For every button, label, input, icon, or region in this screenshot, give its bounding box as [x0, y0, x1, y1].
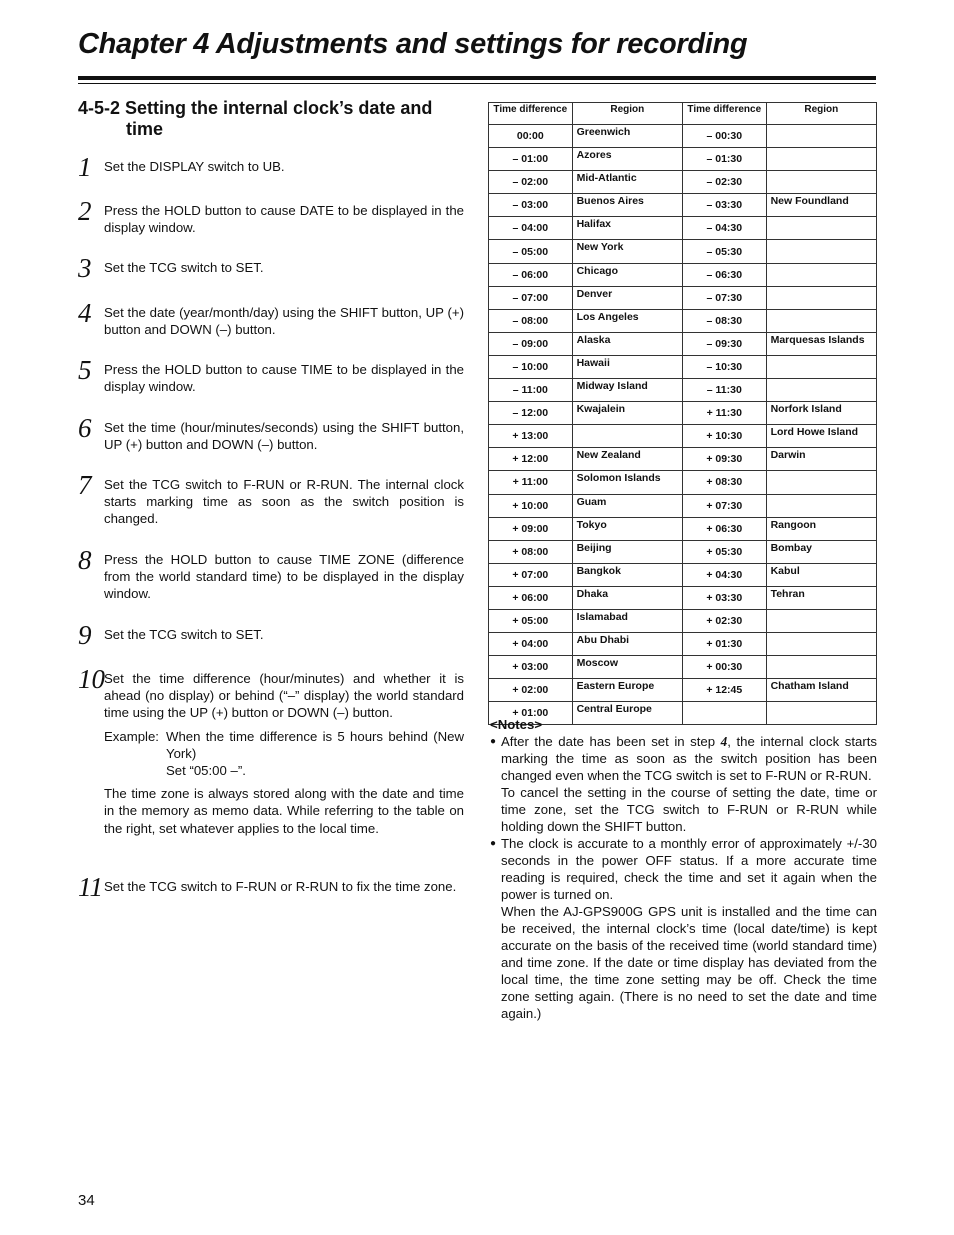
time-difference-cell: – 04:30	[682, 217, 766, 240]
step-number: 6	[78, 413, 92, 443]
time-difference-cell: – 03:30	[682, 194, 766, 217]
step-text: Press the HOLD button to cause DATE to be displayed in the display window.	[104, 203, 464, 236]
time-difference-cell: – 02:30	[682, 171, 766, 194]
region-cell: Central Europe	[572, 702, 682, 725]
step-number: 1	[78, 152, 92, 182]
table-row	[489, 217, 877, 240]
region-cell: Los Angeles	[572, 309, 682, 332]
table-row	[489, 355, 877, 378]
time-difference-cell: – 10:00	[489, 355, 573, 378]
region-cell: Alaska	[572, 332, 682, 355]
time-difference-cell: – 08:00	[489, 309, 573, 332]
time-difference-cell: + 12:00	[489, 448, 573, 471]
notes-header: <Notes>	[490, 717, 543, 732]
step-10-extra: The time zone is always stored along with the date and time in the memory as memo data. While referring to the table on the right, set whatever applies to the local time.	[104, 786, 464, 836]
note-1	[490, 733, 877, 835]
bullet-icon: ●	[490, 838, 497, 849]
time-difference-cell: + 03:00	[489, 656, 573, 679]
region-cell: Solomon Islands	[572, 471, 682, 494]
region-cell: Tokyo	[572, 517, 682, 540]
time-difference-cell: – 02:00	[489, 171, 573, 194]
step-text: Set the TCG switch to SET.	[104, 627, 264, 642]
region-cell: Chatham Island	[766, 679, 876, 702]
region-cell: New York	[572, 240, 682, 263]
time-difference-cell: – 08:30	[682, 309, 766, 332]
table-row	[489, 309, 877, 332]
table-row	[489, 517, 877, 540]
region-cell: Buenos Aires	[572, 194, 682, 217]
region-cell	[766, 656, 876, 679]
region-cell	[766, 217, 876, 240]
time-difference-cell: + 03:30	[682, 586, 766, 609]
time-difference-cell: – 10:30	[682, 355, 766, 378]
table-row	[489, 448, 877, 471]
table-row	[489, 609, 877, 632]
time-difference-cell: + 04:00	[489, 633, 573, 656]
table-body	[489, 125, 877, 725]
time-difference-cell: – 05:30	[682, 240, 766, 263]
table-row	[489, 263, 877, 286]
step-text: Set the TCG switch to F-RUN or R-RUN. The internal clock starts marking time as soon as the switch position is changed.	[104, 477, 464, 527]
example-block	[104, 728, 464, 780]
table-row	[489, 633, 877, 656]
note-1-step-ref: 4	[720, 734, 728, 749]
region-cell: Eastern Europe	[572, 679, 682, 702]
time-difference-cell: – 05:00	[489, 240, 573, 263]
example-line1: When the time difference is 5 hours behind (New York)	[166, 728, 464, 761]
table-header-row	[489, 103, 877, 125]
time-difference-cell: – 06:30	[682, 263, 766, 286]
region-cell: Denver	[572, 286, 682, 309]
region-cell	[766, 240, 876, 263]
step-number: 9	[78, 620, 92, 650]
time-difference-cell: – 03:00	[489, 194, 573, 217]
header-rule-thick	[78, 76, 876, 80]
time-difference-cell: + 12:45	[682, 679, 766, 702]
table-row	[489, 563, 877, 586]
time-difference-cell: + 01:30	[682, 633, 766, 656]
step-text: Set the time (hour/minutes/seconds) using the SHIFT button, UP (+) button and DOWN (–) button.	[104, 420, 464, 453]
time-difference-cell: – 01:30	[682, 148, 766, 171]
time-difference-cell: + 10:30	[682, 425, 766, 448]
note-2	[490, 835, 877, 1022]
time-difference-cell: – 06:00	[489, 263, 573, 286]
step-number: 11	[78, 872, 103, 902]
time-difference-cell: – 09:30	[682, 332, 766, 355]
table-row	[489, 171, 877, 194]
table-row	[489, 379, 877, 402]
note-2-para2: When the AJ-GPS900G GPS unit is installed and the time can be received, the internal clock’s time (local date/time) is kept accurate on the basis of the received time (world standard time) and time zone. If the date or time display has deviated from the local time, the time zone setting may be off. Check the time zone setting again. (There is no need to set the date and time again.)	[501, 904, 877, 1021]
notes-section	[490, 716, 877, 1022]
step-number: 4	[78, 298, 92, 328]
page-number: 34	[78, 1192, 95, 1209]
region-cell: Midway Island	[572, 379, 682, 402]
table-row	[489, 471, 877, 494]
time-difference-cell: – 07:30	[682, 286, 766, 309]
step-text: Set the date (year/month/day) using the SHIFT button, UP (+) button and DOWN (–) button.	[104, 305, 464, 338]
region-cell: Chicago	[572, 263, 682, 286]
region-cell: Beijing	[572, 540, 682, 563]
step-number: 5	[78, 355, 92, 385]
time-difference-cell: + 08:30	[682, 471, 766, 494]
region-cell	[766, 125, 876, 148]
region-cell: Hawaii	[572, 355, 682, 378]
region-cell: Tehran	[766, 586, 876, 609]
region-cell: Halifax	[572, 217, 682, 240]
time-difference-cell: + 07:30	[682, 494, 766, 517]
region-cell	[572, 425, 682, 448]
time-difference-cell: + 07:00	[489, 563, 573, 586]
time-difference-cell: + 11:30	[682, 402, 766, 425]
table-row	[489, 402, 877, 425]
example-label: Example:	[104, 728, 159, 744]
table-row	[489, 286, 877, 309]
step-text: Set the TCG switch to F-RUN or R-RUN to fix the time zone.	[104, 879, 457, 894]
region-cell: Abu Dhabi	[572, 633, 682, 656]
time-difference-cell: + 00:30	[682, 656, 766, 679]
time-difference-cell: + 06:30	[682, 517, 766, 540]
region-cell: Kabul	[766, 563, 876, 586]
time-difference-cell: + 09:30	[682, 448, 766, 471]
region-cell	[766, 355, 876, 378]
region-cell: Mid-Atlantic	[572, 171, 682, 194]
step-text: Set the DISPLAY switch to UB.	[104, 159, 285, 174]
time-difference-cell: 00:00	[489, 125, 573, 148]
time-difference-cell: + 05:00	[489, 609, 573, 632]
step-number: 3	[78, 253, 92, 283]
header-region: Region	[766, 103, 876, 125]
region-cell: Moscow	[572, 656, 682, 679]
region-cell: Darwin	[766, 448, 876, 471]
section-heading	[78, 98, 463, 140]
section-heading-line1: 4-5-2 Setting the internal clock’s date and	[78, 98, 433, 118]
region-cell: New Zealand	[572, 448, 682, 471]
step-10-instruction: Set the time difference (hour/minutes) and whether it is ahead (no display) or behind (“–” display) the world standard time using the UP (+) button or DOWN (–) button.	[104, 671, 464, 721]
table-row	[489, 240, 877, 263]
time-difference-cell: – 07:00	[489, 286, 573, 309]
table-row	[489, 656, 877, 679]
time-difference-cell: + 05:30	[682, 540, 766, 563]
region-cell	[766, 633, 876, 656]
region-cell: Guam	[572, 494, 682, 517]
time-difference-cell: + 04:30	[682, 563, 766, 586]
time-difference-cell: + 06:00	[489, 586, 573, 609]
region-cell: Kwajalein	[572, 402, 682, 425]
section-heading-line2: time	[126, 119, 164, 139]
time-difference-cell: + 09:00	[489, 517, 573, 540]
region-cell	[766, 494, 876, 517]
region-cell: Bangkok	[572, 563, 682, 586]
step-number: 10	[78, 664, 105, 694]
region-cell	[766, 171, 876, 194]
step-text	[104, 670, 464, 843]
time-difference-cell: + 13:00	[489, 425, 573, 448]
note-1-text-after: , the internal clock starts marking the time as soon as the switch position has been changed even when the TCG switch is set to F-RUN or R-RUN.	[501, 734, 877, 783]
region-cell: Bombay	[766, 540, 876, 563]
bullet-icon: ●	[490, 736, 497, 747]
region-cell	[766, 471, 876, 494]
time-difference-cell: – 11:30	[682, 379, 766, 402]
table-row	[489, 332, 877, 355]
table-row	[489, 494, 877, 517]
step-text: Press the HOLD button to cause TIME to be displayed in the display window.	[104, 362, 464, 395]
header-time-difference: Time difference	[489, 103, 573, 125]
time-difference-cell: – 01:00	[489, 148, 573, 171]
note-1-para2: To cancel the setting in the course of setting the date, time or time zone, set the TCG switch to F-RUN or R-RUN while holding down the SHIFT button.	[501, 785, 877, 834]
example-body	[166, 728, 464, 780]
region-cell: Rangoon	[766, 517, 876, 540]
region-cell	[766, 263, 876, 286]
table-row	[489, 148, 877, 171]
table-row	[489, 679, 877, 702]
region-cell: Azores	[572, 148, 682, 171]
note-2-para1: The clock is accurate to a monthly error of approximately +/-30 seconds in the power OFF status. If a more accurate time reading is required, check the time and set it again when the power is turned on.	[501, 836, 877, 902]
region-cell	[766, 148, 876, 171]
time-difference-cell: – 11:00	[489, 379, 573, 402]
region-cell: Lord Howe Island	[766, 425, 876, 448]
step-number: 2	[78, 196, 92, 226]
time-difference-cell: – 09:00	[489, 332, 573, 355]
time-difference-cell: – 12:00	[489, 402, 573, 425]
time-zone-table	[488, 102, 877, 725]
time-difference-cell: + 08:00	[489, 540, 573, 563]
time-difference-cell: + 01:00	[489, 702, 573, 725]
header-time-difference: Time difference	[682, 103, 766, 125]
table-row	[489, 425, 877, 448]
region-cell: Marquesas Islands	[766, 332, 876, 355]
time-difference-cell: + 02:00	[489, 679, 573, 702]
note-1-para1	[501, 733, 877, 784]
example-line2: Set “05:00 –”.	[166, 763, 246, 779]
header-region: Region	[572, 103, 682, 125]
time-difference-cell: – 00:30	[682, 125, 766, 148]
region-cell	[766, 379, 876, 402]
region-cell: Greenwich	[572, 125, 682, 148]
time-difference-cell: + 02:30	[682, 609, 766, 632]
time-difference-cell: + 10:00	[489, 494, 573, 517]
chapter-title: Chapter 4 Adjustments and settings for recording	[78, 28, 748, 60]
region-cell: New Foundland	[766, 194, 876, 217]
region-cell: Norfork Island	[766, 402, 876, 425]
note-1-text-before: After the date has been set in step	[501, 734, 721, 749]
region-cell	[766, 309, 876, 332]
region-cell	[766, 609, 876, 632]
region-cell	[766, 286, 876, 309]
time-difference-cell: + 11:00	[489, 471, 573, 494]
step-text: Press the HOLD button to cause TIME ZONE (difference from the world standard time) to be displayed in the display window.	[104, 552, 464, 602]
table-row	[489, 540, 877, 563]
region-cell: Dhaka	[572, 586, 682, 609]
table-row	[489, 194, 877, 217]
table-row	[489, 125, 877, 148]
time-difference-cell: – 04:00	[489, 217, 573, 240]
step-number: 7	[78, 470, 92, 500]
region-cell: Islamabad	[572, 609, 682, 632]
table-row	[489, 586, 877, 609]
header-rule-thin	[78, 83, 876, 84]
step-text: Set the TCG switch to SET.	[104, 260, 264, 275]
step-number: 8	[78, 545, 92, 575]
